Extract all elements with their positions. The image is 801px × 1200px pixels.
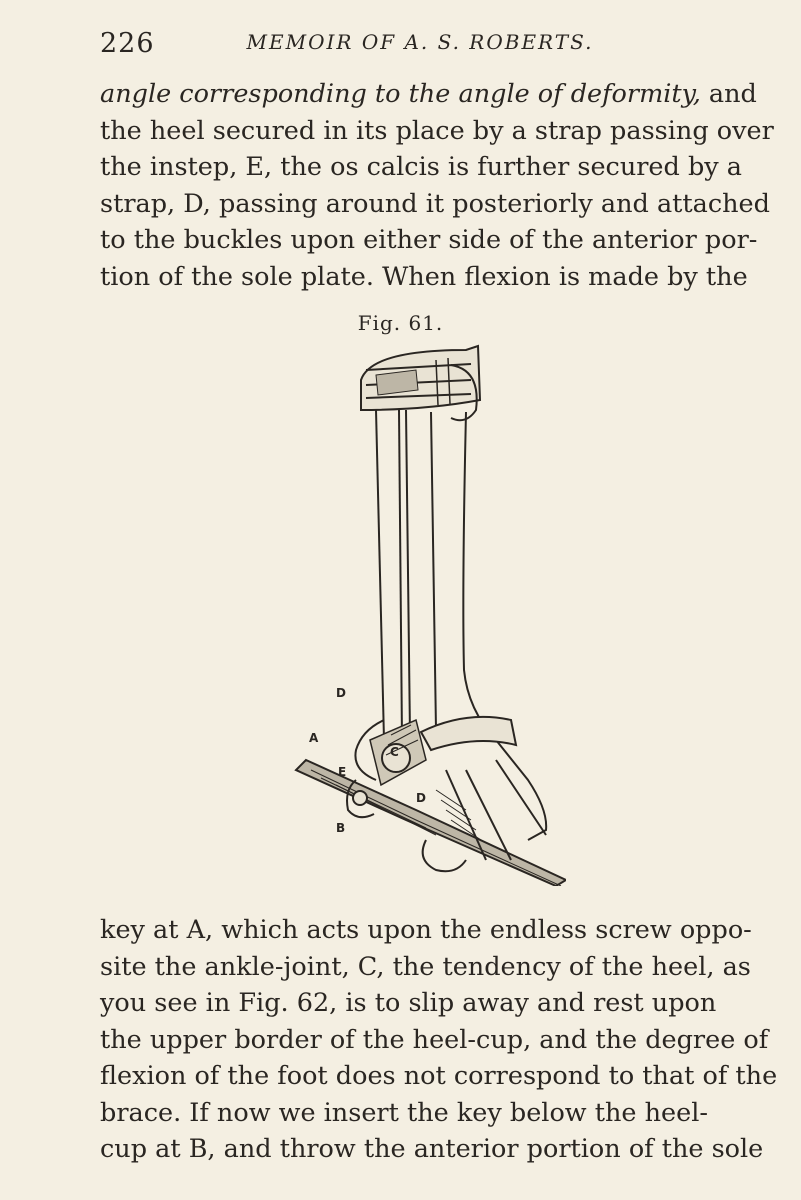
text-line: flexion of the foot does not correspond to that of the bbox=[100, 1061, 778, 1091]
text-line: to the buckles upon either side of the anterior por- bbox=[100, 225, 758, 255]
running-title: MEMOIR OF A. S. ROBERTS. bbox=[246, 30, 594, 54]
text-line: you see in Fig. 62, is to slip away and rest upon bbox=[100, 988, 717, 1018]
running-head bbox=[100, 28, 740, 64]
text-line: cup at B, and throw the anterior portion of the sole bbox=[100, 1134, 764, 1164]
label-e: E bbox=[338, 765, 347, 779]
text-line: site the ankle-joint, C, the tendency of the heel, as bbox=[100, 951, 751, 982]
label-d-right: D bbox=[416, 791, 426, 805]
text-line: the upper border of the heel-cup, and the degree of bbox=[100, 1024, 769, 1055]
label-b: B bbox=[336, 821, 346, 835]
text-line: the heel secured in its place by a strap passing over bbox=[100, 115, 774, 146]
left-upright bbox=[376, 410, 384, 740]
paragraph-bottom bbox=[100, 912, 778, 1168]
italic-phrase: angle corresponding to the angle of deformity, bbox=[100, 79, 701, 109]
text-line: brace. If now we insert the key below the heel- bbox=[100, 1097, 708, 1128]
label-c: C bbox=[390, 745, 399, 759]
page-number: 226 bbox=[100, 28, 155, 59]
text-line bbox=[100, 76, 757, 113]
text-line: the instep, E, the os calcis is further secured by a bbox=[100, 152, 742, 182]
paragraph-top bbox=[100, 76, 774, 295]
figure-caption: Fig. 61. bbox=[357, 311, 444, 335]
text-fragment: and bbox=[700, 79, 757, 109]
label-d-left: D bbox=[336, 686, 346, 700]
label-a: A bbox=[309, 731, 319, 745]
leg-outline bbox=[463, 412, 546, 840]
text-line: tion of the sole plate. When flexion is made by the bbox=[100, 261, 748, 292]
text-line: key at A, which acts upon the endless screw oppo- bbox=[100, 915, 752, 945]
text-line: strap, D, passing around it posteriorly and attached bbox=[100, 188, 770, 219]
brace-illustration bbox=[266, 340, 566, 886]
